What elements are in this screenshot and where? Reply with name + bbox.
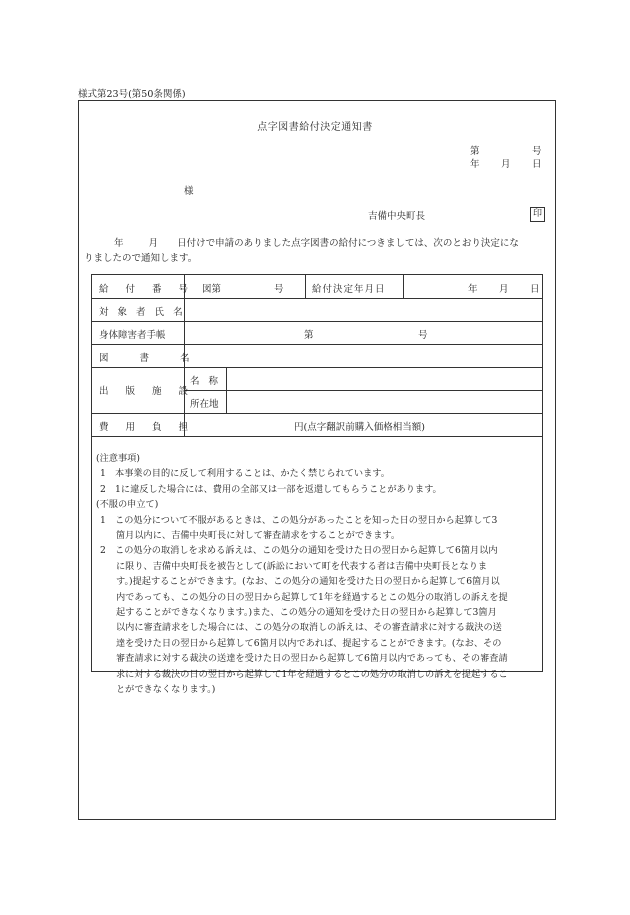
note-line: 審査請求に対する裁決の送達を受けた日の翌日から起算して6箇月以内であっても、その審査請 xyxy=(116,653,508,665)
date-year: 年 xyxy=(470,159,480,170)
handbook-dai: 第 xyxy=(304,330,314,341)
objection-heading: (不服の申立て) xyxy=(96,499,159,511)
issuer-name: 吉備中央町長 xyxy=(368,211,426,222)
note-line: 1 この処分について不服があるときは、この処分があったことを知った日の翌日から起算して3 xyxy=(100,514,498,526)
number-dai: 第 xyxy=(470,146,480,157)
intro-paragraph xyxy=(84,236,538,266)
note-line: 内であっても、この処分の日の翌日から起算して1年を経過するとこの処分の取消しの訴えを提 xyxy=(116,591,508,603)
note-line: 箇月以内に、吉備中央町長に対して審査請求をすることができます。 xyxy=(116,530,401,542)
decision-year: 年 xyxy=(468,284,478,295)
note-line: す。)提起することができます。(なお、この処分の通知を受けた日の翌日から起算して6箇月以 xyxy=(116,576,500,588)
seal-mark: 印 xyxy=(530,207,545,222)
cost-burden-value: 円(点字翻訳前購入価格相当額) xyxy=(294,422,425,433)
decision-day: 日 xyxy=(530,284,540,295)
date-day: 日 xyxy=(532,159,542,170)
label-grant-number: 給 付 番 号 xyxy=(99,284,196,295)
grant-number-suffix: 号 xyxy=(274,284,284,295)
label-book-title: 図 書 名 xyxy=(99,353,204,364)
note-line: 達を受けた日の翌日から起算して6箇月以内であれば、提起することができます。(なお、その xyxy=(116,637,502,649)
notes-heading: (注意事項) xyxy=(96,453,140,464)
handbook-go: 号 xyxy=(418,330,428,341)
notes-section xyxy=(96,451,536,698)
addressee-suffix: 様 xyxy=(184,186,194,197)
note-line: 1 本事業の目的に反して利用することは、かたく禁じられています。 xyxy=(100,468,390,480)
note-line: 2 この処分の取消しを求める訴えは、この処分の通知を受けた日の翌日から起算して6箇月以内 xyxy=(100,545,498,557)
note-line: とができなくなります。) xyxy=(116,684,216,696)
intro-line-2: りましたので通知します。 xyxy=(84,253,198,264)
grant-number-prefix: 図第 xyxy=(202,284,222,295)
form-number-label: 様式第23号(第50条関係) xyxy=(78,89,186,100)
number-go: 号 xyxy=(532,146,542,157)
note-line: 求に対する裁決の日の翌日から起算して1年を経過するとこの処分の取消しの訴えを提起するこ xyxy=(116,668,508,680)
label-decision-date: 給付決定年月日 xyxy=(312,284,386,295)
label-publisher-name: 名 称 xyxy=(190,376,222,387)
note-line: 起することができなくなります。)また、この処分の通知を受けた日の翌日から起算して3箇月 xyxy=(116,607,497,619)
date-month: 月 xyxy=(501,159,511,170)
label-recipient-name: 対 象 者 氏 名 xyxy=(99,307,186,318)
decision-month: 月 xyxy=(499,284,509,295)
label-cost-burden: 費 用 負 担 xyxy=(99,422,196,433)
note-line: 以内に審査請求をした場合には、この処分の取消しの訴えは、その審査請求に対する裁決の送 xyxy=(116,622,502,634)
label-disability-handbook: 身体障害者手帳 xyxy=(99,330,166,341)
document-title: 点字図書給付決定通知書 xyxy=(257,122,373,133)
note-line: 2 1に違反した場合には、費用の全部又は一部を返還してもらうことがあります。 xyxy=(100,483,442,495)
note-line: に限り、吉備中央町長を被告として(訴訟において町を代表する者は吉備中央町長となりま xyxy=(116,560,488,572)
label-publisher-address: 所在地 xyxy=(190,399,219,410)
intro-line-1: 年 月 日付けで申請のありました点字図書の給付につきましては、次のとおり決定にな xyxy=(114,238,519,249)
label-publisher: 出 版 施 設 xyxy=(99,386,196,397)
